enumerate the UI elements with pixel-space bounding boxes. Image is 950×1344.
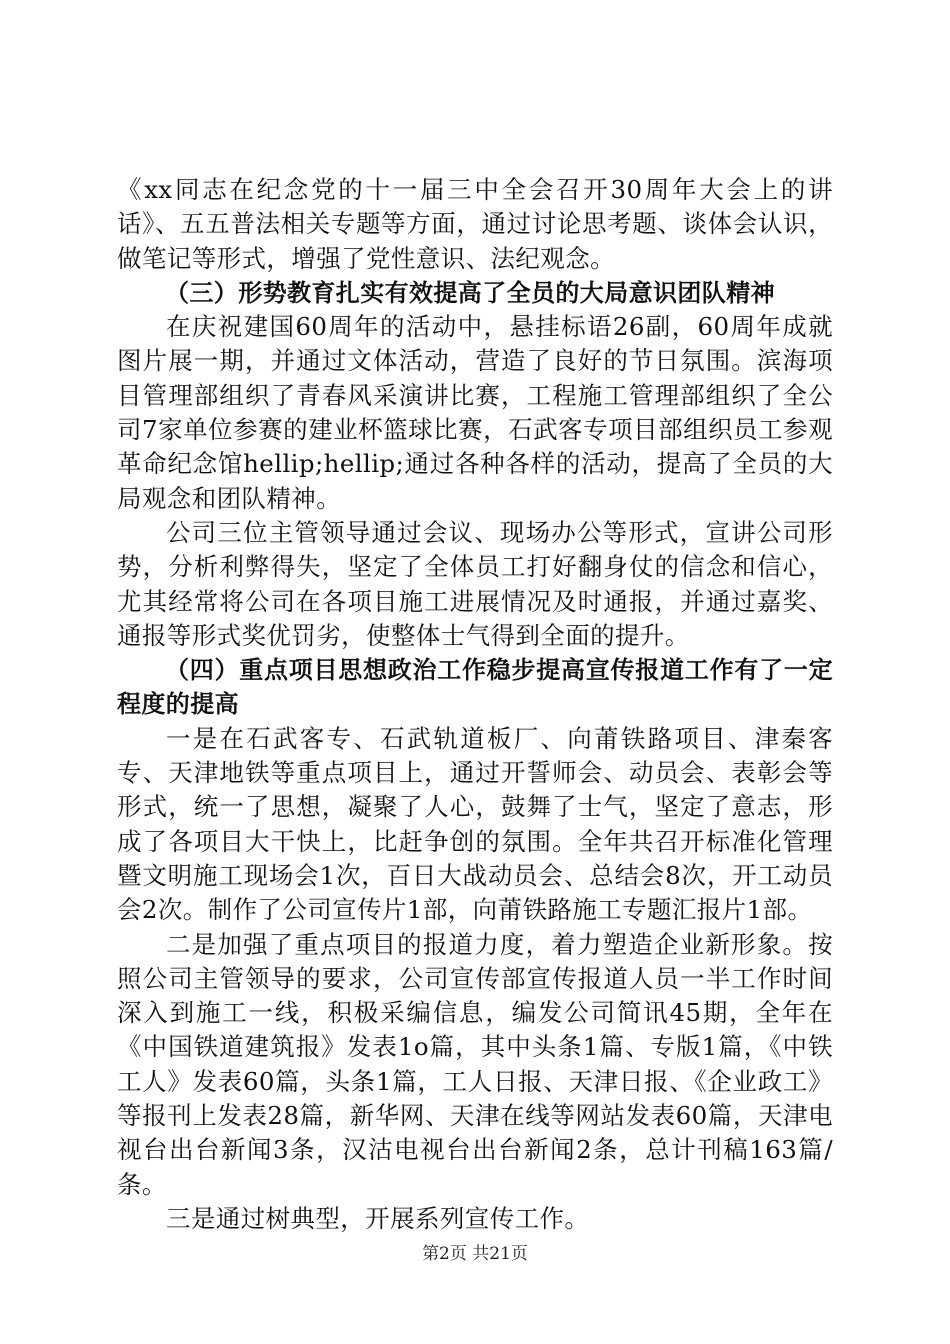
page-number-footer: 第2页 共21页: [422, 1244, 528, 1264]
document-body: [117, 173, 833, 1236]
paragraph-celebration: 在庆祝建国60周年的活动中，悬挂标语26副，60周年成就图片展一期，并通过文体活动，营造了良好的节日氛围。滨海项目管理部组织了青春风采演讲比赛，工程施工管理部组织了全公司7家单位参赛的建业杯篮球比赛，石武客专项目部组织员工参观革命纪念馆hellip;hellip;通过各种各样的活动，提高了全员的大局观念和团队精神。: [117, 312, 833, 513]
section-heading-3: （三）形势教育扎实有效提高了全员的大局意识团队精神: [165, 278, 775, 307]
paragraph-leadership: 公司三位主管领导通过会议、现场办公等形式，宣讲公司形势，分析利弊得失，坚定了全体员工打好翻身仗的信念和信心，尤其经常将公司在各项目施工进展情况及时通报，并通过嘉奖、通报等形式奖优罚劣，使整体士气得到全面的提升。: [117, 517, 833, 650]
section-heading-4: （四）重点项目思想政治工作稳步提高宣传报道工作有了一定程度的提高: [117, 656, 833, 719]
paragraph-point-two: 二是加强了重点项目的报道力度，着力塑造企业新形象。按照公司主管领导的要求，公司宣传部宣传报道人员一半工作时间深入到施工一线，积极采编信息，编发公司简讯45期，全年在《中国铁道建筑报》发表1o篇，其中头条1篇、专版1篇，《中铁工人》发表60篇，头条1篇，工人日报、天津日报、《企业政工》等报刊上发表28篇，新华网、天津在线等网站发表60篇，天津电视台出台新闻3条，汉沽电视台出台新闻2条，总计刊稿163篇/条。: [117, 929, 833, 1199]
paragraph-point-one: 一是在石武客专、石武轨道板厂、向莆铁路项目、津秦客专、天津地铁等重点项目上，通过开誓师会、动员会、表彰会等形式，统一了思想，凝聚了人心，鼓舞了士气，坚定了意志，形成了各项目大干快上，比赶争创的氛围。全年共召开标准化管理暨文明施工现场会1次，百日大战动员会、总结会8次，开工动员会2次。制作了公司宣传片1部，向莆铁路施工专题汇报片1部。: [117, 723, 833, 925]
paragraph-point-three: 三是通过树典型，开展系列宣传工作。: [166, 1203, 590, 1233]
paragraph-intro: 《xx同志在纪念党的十一届三中全会召开30周年大会上的讲话》、五五普法相关专题等方面，通过讨论思考题、谈体会认识，做笔记等形式，增强了党性意识、法纪观念。: [117, 175, 833, 273]
